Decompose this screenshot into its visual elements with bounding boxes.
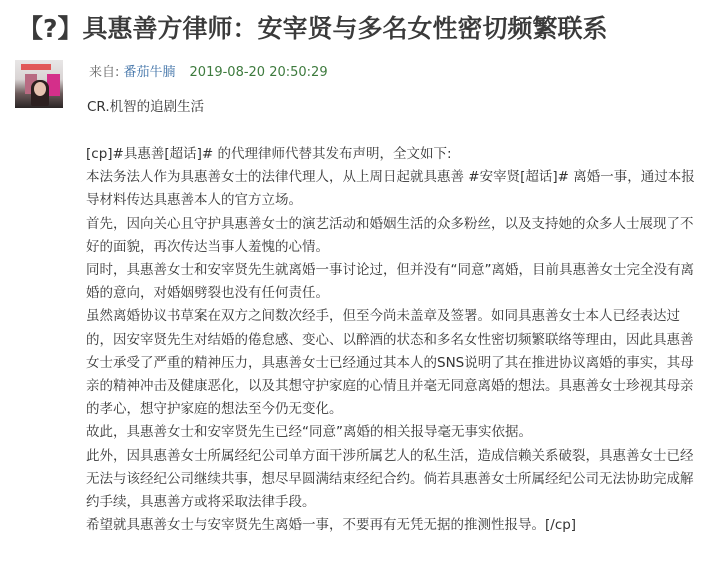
source-credit: CR.机智的追剧生活 — [87, 99, 205, 115]
paragraph: 希望就具惠善女士与安宰贤先生离婚一事，不要再有无凭无据的推测性报导。[/cp] — [86, 517, 577, 534]
author-link[interactable]: 番茄牛腩 — [123, 65, 176, 80]
paragraph: [cp]#具惠善[超话]# 的代理律师代替其发布声明，全文如下: — [86, 146, 452, 162]
avatar-face — [34, 82, 46, 96]
article-title: 【?】具惠善方律师：安宰贤与多名女性密切频繁联系 — [18, 14, 608, 43]
post-timestamp: 2019-08-20 20:50:29 — [189, 65, 328, 80]
paragraph: 本法务法人作为具惠善女士的法律代理人，从上周日起就具惠善 #安宰贤[超话]# 离婚一事，通过本报导材料传达具惠善本人的官方立场。 — [86, 169, 695, 209]
paragraph: 虽然离婚协议书草案在双方之间数次经手，但至今尚未盖章及签署。如同具惠善女士本人已经表达过的，因安宰贤先生对结婚的倦怠感、变心、以醉酒的状态和多名女性密切频繁联络等理由，因此具惠善女士承受了严重的精神压力，具惠善女士已经通过其本人的SNS说明了其在推进协议离婚的事实，其母亲的精神冲击及健康恶化，以及其想守护家庭的心情且并毫无同意离婚的想法。具惠善女士珍视其母亲的孝心，想守护家庭的想法至今仍无变化。 — [86, 308, 694, 418]
post-meta — [89, 64, 328, 82]
paragraph: 首先，因向关心且守护具惠善女士的演艺活动和婚姻生活的众多粉丝，以及支持她的众多人士展现了不好的面貌，再次传达当事人羞愧的心情。 — [86, 215, 694, 255]
paragraph: 同时，具惠善女士和安宰贤先生就离婚一事讨论过，但并没有“同意”离婚，目前具惠善女士完全没有离婚的意向，对婚姻劈裂也没有任何责任。 — [86, 262, 694, 302]
from-label: 来自: — [89, 65, 124, 80]
user-avatar-icon[interactable] — [15, 60, 63, 108]
article-body — [86, 143, 696, 537]
paragraph: 故此，具惠善女士和安宰贤先生已经“同意”离婚的相关报导毫无事实依据。 — [86, 424, 532, 441]
paragraph: 此外，因具惠善女士所属经纪公司单方面干涉所属艺人的私生活，造成信赖关系破裂，具惠善女士已经无法与该经纪公司继续共事，想尽早圆满结束经纪合约。倘若具惠善女士所属经纪公司无法协助完成解约手续，具惠善方或将采取法律手段。 — [86, 447, 694, 511]
avatar-banner — [21, 64, 51, 70]
